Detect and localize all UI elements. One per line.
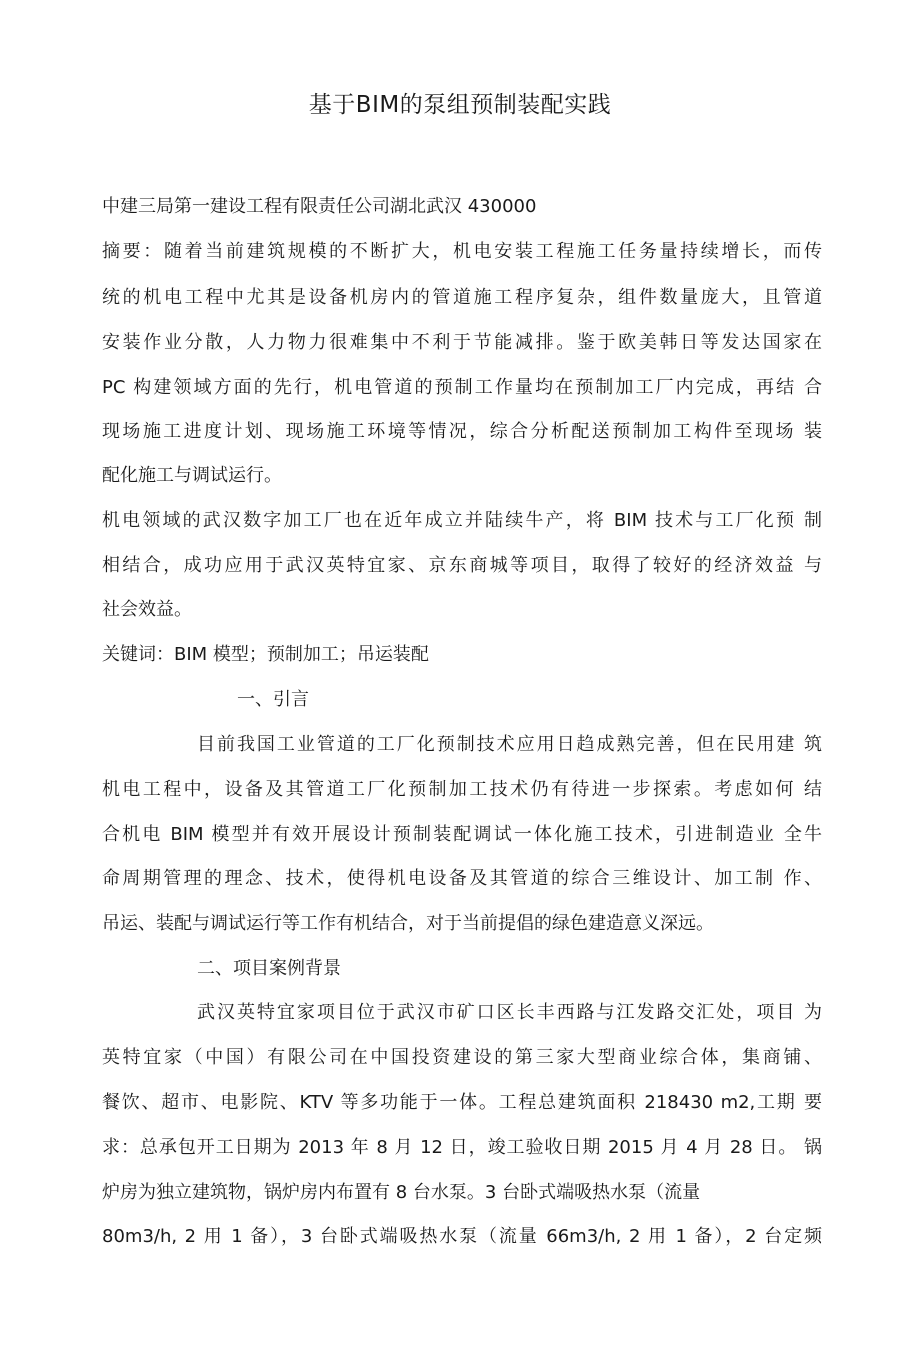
abstract-line: 摘要：随着当前建筑规模的不断扩大，机电安装工程施工任务量持续增长，而传 bbox=[102, 241, 822, 262]
abstract-line: 现场施工进度计划、现场施工环境等情况，综合分析配送预制加工构件至现场 装 bbox=[102, 421, 822, 442]
section-heading-intro: 一、引言 bbox=[237, 689, 309, 710]
abstract-cont-line: 社会效益。 bbox=[102, 599, 192, 620]
abstract-line: 统的机电工程中尤其是设备机房内的管道施工程序复杂，组件数量庞大，且管道 bbox=[102, 287, 822, 308]
abstract-line: PC 构建领域方面的先行，机电管道的预制工作量均在预制加工厂内完成，再结 合 bbox=[102, 377, 822, 398]
abstract-line: 安装作业分散，人力物力很难集中不利于节能减排。鉴于欧美韩日等发达国家在 bbox=[102, 332, 822, 353]
section1-line: 吊运、装配与调试运行等工作有机结合，对于当前提倡的绿色建造意义深远。 bbox=[102, 913, 714, 934]
section2-line: 炉房为独立建筑物，锅炉房内布置有 8 台水泵。3 台卧式端吸热水泵（流量 bbox=[102, 1182, 701, 1203]
abstract-cont-line: 机电领域的武汉数字加工厂也在近年成立并陆续牛产，将 BIM 技术与工厂化预 制 bbox=[102, 510, 822, 531]
abstract-line: 配化施工与调试运行。 bbox=[102, 465, 282, 486]
author-affiliation: 中建三局第一建设工程有限责任公司湖北武汉 430000 bbox=[102, 196, 537, 217]
keywords-line: 关键词：BIM 模型；预制加工；吊运装配 bbox=[102, 644, 429, 665]
section2-line: 武汉英特宜家项目位于武汉市矿口区长丰西路与江发路交汇处，项目 为 bbox=[197, 1002, 822, 1023]
section1-line: 目前我国工业管道的工厂化预制技术应用日趋成熟完善，但在民用建 筑 bbox=[197, 734, 822, 755]
section1-line: 机电工程中，设备及其管道工厂化预制加工技术仍有待进一步探索。考虑如何 结 bbox=[102, 779, 822, 800]
section1-line: 合机电 BIM 模型并有效开展设计预制装配调试一体化施工技术，引进制造业 全牛 bbox=[102, 824, 822, 845]
document-title: 基于BIM的泵组预制装配实践 bbox=[308, 92, 612, 118]
section2-line: 英特宜家（中国）有限公司在中国投资建设的第三家大型商业综合体，集商铺、 bbox=[102, 1047, 822, 1068]
section-heading-background: 二、项目案例背景 bbox=[197, 958, 341, 979]
section2-line: 求：总承包开工日期为 2013 年 8 月 12 日，竣工验收日期 2015 月 4 月 28 日。 锅 bbox=[102, 1137, 822, 1158]
section2-line: 餐饮、超市、电影院、KTV 等多功能于一体。工程总建筑面积 218430 m2,工期 要 bbox=[102, 1092, 822, 1113]
section1-line: 命周期管理的理念、技术，使得机电设备及其管道的综合三维设计、加工制 作、 bbox=[102, 868, 822, 889]
abstract-cont-line: 相结合，成功应用于武汉英特宜家、京东商城等项目，取得了较好的经济效益 与 bbox=[102, 555, 822, 576]
section2-line: 80m3/h, 2 用 1 备），3 台卧式端吸热水泵（流量 66m3/h, 2 用 1 备），2 台定频 bbox=[102, 1226, 822, 1247]
